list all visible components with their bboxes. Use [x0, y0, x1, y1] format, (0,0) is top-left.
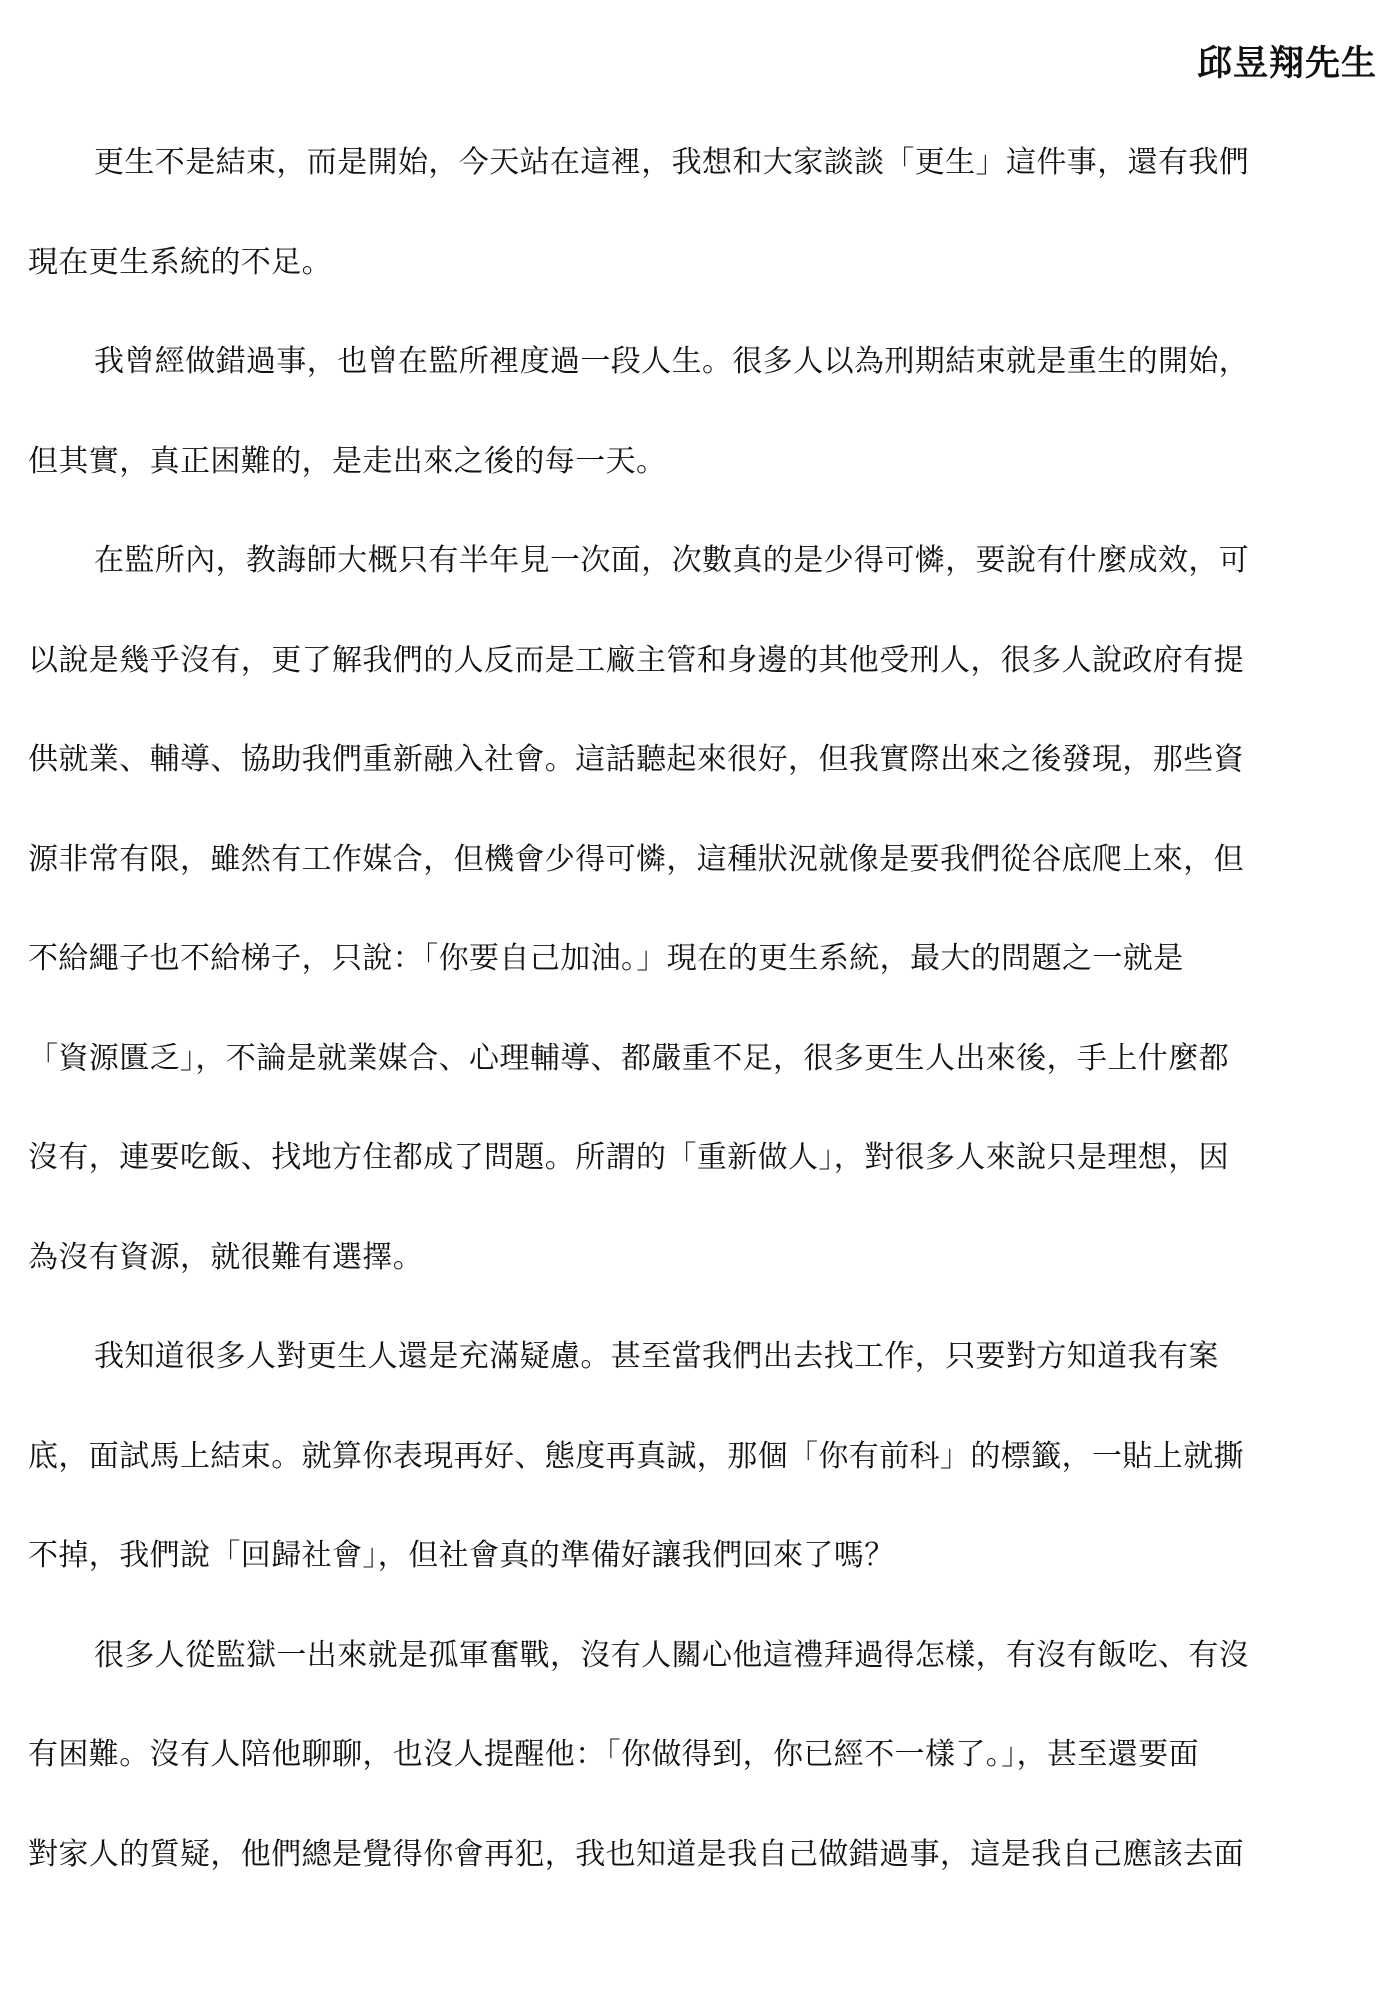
- text-line: 不給繩子也不給梯子，只說：「你要自己加油。」現在的更生系統，最大的問題之一就是: [28, 941, 1184, 976]
- text-line: 很多人從監獄一出來就是孤軍奮戰，沒有人關心他這禮拜過得怎樣，有沒有飯吃、有沒: [94, 1637, 1250, 1673]
- speaker-name: 邱昱翔先生: [1196, 44, 1377, 84]
- paragraph: [28, 1322, 1370, 1621]
- text-line: 但其實，真正困難的，是走出來之後的每一天。: [28, 443, 667, 479]
- text-line: 供就業、輔導、協助我們重新融入社會。這話聽起來很好，但我實際出來之後發現，那些資: [28, 742, 1244, 777]
- text-line: 「資源匱乏」，不論是就業媒合、心理輔導、都嚴重不足，很多更生人出來後，手上什麼都: [28, 1040, 1229, 1076]
- paragraph: [28, 526, 1370, 1322]
- text-line: 對家人的質疑，他們總是覺得你會再犯，我也知道是我自己做錯過事，這是我自己應該去面: [28, 1836, 1244, 1872]
- text-line: 更生不是結束，而是開始，今天站在這裡，我想和大家談談「更生」這件事，還有我們: [94, 145, 1250, 180]
- text-line: 在監所內，教誨師大概只有半年見一次面，次數真的是少得可憐，要說有什麼成效，可: [94, 543, 1250, 578]
- paragraph: [28, 327, 1370, 526]
- text-line: 我曾經做錯過事，也曾在監所裡度過一段人生。很多人以為刑期結束就是重生的開始，: [94, 344, 1250, 379]
- paragraph: [28, 1621, 1370, 1920]
- text-line: 源非常有限，雖然有工作媒合，但機會少得可憐，這種狀況就像是要我們從谷底爬上來，但: [28, 841, 1244, 877]
- text-line: 有困難。沒有人陪他聊聊，也沒人提醒他：「你做得到，你已經不一樣了。」，甚至還要面: [28, 1737, 1199, 1772]
- text-line: 沒有，連要吃飯、找地方住都成了問題。所謂的「重新做人」，對很多人來說只是理想，因: [28, 1140, 1229, 1175]
- text-line: 為沒有資源，就很難有選擇。: [28, 1239, 424, 1275]
- text-line: 不掉，我們說「回歸社會」，但社會真的準備好讓我們回來了嗎？: [28, 1538, 895, 1573]
- text-line: 底，面試馬上結束。就算你表現再好、態度再真誠，那個「你有前科」的標籤，一貼上就撕: [28, 1438, 1244, 1474]
- text-line: 我知道很多人對更生人還是充滿疑慮。甚至當我們出去找工作，只要對方知道我有案: [94, 1339, 1219, 1374]
- text-line: 現在更生系統的不足。: [28, 244, 332, 280]
- speech-body: [28, 128, 1370, 1919]
- text-line: 以說是幾乎沒有，更了解我們的人反而是工廠主管和身邊的其他受刑人，很多人說政府有提: [28, 642, 1244, 678]
- paragraph: [28, 128, 1370, 327]
